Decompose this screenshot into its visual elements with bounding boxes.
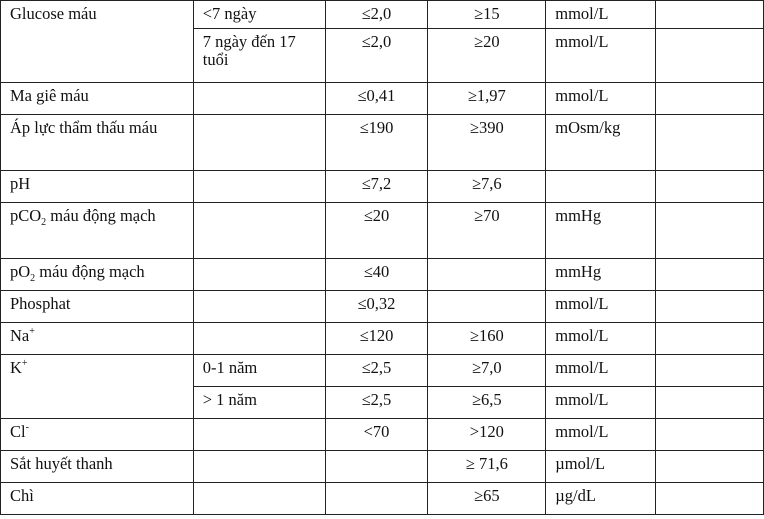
extra-cell <box>656 419 764 451</box>
high-threshold-cell: >120 <box>428 419 546 451</box>
age-cell <box>193 291 325 323</box>
unit-cell: mmHg <box>546 203 656 259</box>
unit-cell <box>546 171 656 203</box>
low-threshold-cell: ≤2,0 <box>325 29 428 83</box>
extra-cell <box>656 29 764 83</box>
test-name-main: Cl <box>10 422 26 441</box>
age-cell <box>193 115 325 171</box>
age-cell <box>193 203 325 259</box>
extra-cell <box>656 171 764 203</box>
table-row <box>1 83 764 115</box>
low-threshold-cell: ≤0,41 <box>325 83 428 115</box>
test-name-rest: máu động mạch <box>35 262 145 281</box>
low-threshold-cell: ≤120 <box>325 323 428 355</box>
unit-cell: mmol/L <box>546 291 656 323</box>
test-name-main: pO <box>10 262 31 281</box>
age-cell <box>193 259 325 291</box>
table-row <box>1 115 764 171</box>
high-threshold-cell: ≥7,0 <box>428 355 546 387</box>
unit-cell: mmol/L <box>546 323 656 355</box>
high-threshold-cell: ≥65 <box>428 483 546 515</box>
unit-cell: mmHg <box>546 259 656 291</box>
age-cell <box>193 83 325 115</box>
high-threshold-cell: ≥15 <box>428 1 546 29</box>
unit-cell: mmol/L <box>546 419 656 451</box>
test-name-main: K <box>10 358 22 377</box>
unit-cell: µg/dL <box>546 483 656 515</box>
test-name-superscript: - <box>25 422 29 433</box>
extra-cell <box>656 323 764 355</box>
extra-cell <box>656 1 764 29</box>
table-row <box>1 291 764 323</box>
high-threshold-cell: ≥70 <box>428 203 546 259</box>
unit-cell: mmol/L <box>546 1 656 29</box>
high-threshold-cell: ≥390 <box>428 115 546 171</box>
age-cell <box>193 419 325 451</box>
unit-cell: mmol/L <box>546 83 656 115</box>
age-cell: <7 ngày <box>193 1 325 29</box>
high-threshold-cell: ≥1,97 <box>428 83 546 115</box>
table-row <box>1 419 764 451</box>
extra-cell <box>656 355 764 387</box>
low-threshold-cell: ≤2,5 <box>325 387 428 419</box>
test-name-subscript: 2 <box>30 273 36 284</box>
age-cell <box>193 171 325 203</box>
age-cell: 0-1 năm <box>193 355 325 387</box>
low-threshold-cell: ≤0,32 <box>325 291 428 323</box>
test-name-cell <box>1 323 194 355</box>
high-threshold-cell: ≥ 71,6 <box>428 451 546 483</box>
high-threshold-cell: ≥7,6 <box>428 171 546 203</box>
table-row <box>1 355 764 387</box>
table-row <box>1 203 764 259</box>
extra-cell <box>656 203 764 259</box>
extra-cell <box>656 483 764 515</box>
test-name-cell <box>1 203 194 259</box>
test-name-cell: Ma giê máu <box>1 83 194 115</box>
table-row <box>1 1 764 29</box>
low-threshold-cell: <70 <box>325 419 428 451</box>
table-row <box>1 483 764 515</box>
table-row <box>1 259 764 291</box>
test-name-cell: Sắt huyết thanh <box>1 451 194 483</box>
table-row <box>1 451 764 483</box>
unit-cell: mmol/L <box>546 355 656 387</box>
low-threshold-cell: ≤20 <box>325 203 428 259</box>
test-name-cell: Glucose máu <box>1 1 194 83</box>
test-name-cell: Phosphat <box>1 291 194 323</box>
extra-cell <box>656 115 764 171</box>
high-threshold-cell <box>428 291 546 323</box>
test-name-superscript: + <box>29 326 35 337</box>
age-cell: 7 ngày đến 17 tuổi <box>193 29 325 83</box>
test-name-subscript: 2 <box>41 217 47 228</box>
test-name-rest: máu động mạch <box>46 206 156 225</box>
test-name-cell <box>1 259 194 291</box>
extra-cell <box>656 451 764 483</box>
low-threshold-cell: ≤190 <box>325 115 428 171</box>
age-cell <box>193 483 325 515</box>
unit-cell: mOsm/kg <box>546 115 656 171</box>
age-cell <box>193 323 325 355</box>
table-row <box>1 323 764 355</box>
test-name-cell: Chì <box>1 483 194 515</box>
age-cell: > 1 năm <box>193 387 325 419</box>
age-cell <box>193 451 325 483</box>
high-threshold-cell: ≥20 <box>428 29 546 83</box>
unit-cell: µmol/L <box>546 451 656 483</box>
low-threshold-cell <box>325 451 428 483</box>
test-name-cell: Áp lực thẩm thấu máu <box>1 115 194 171</box>
high-threshold-cell: ≥6,5 <box>428 387 546 419</box>
high-threshold-cell <box>428 259 546 291</box>
test-name-main: pCO <box>10 206 42 225</box>
high-threshold-cell: ≥160 <box>428 323 546 355</box>
extra-cell <box>656 387 764 419</box>
low-threshold-cell: ≤7,2 <box>325 171 428 203</box>
test-name-cell <box>1 419 194 451</box>
unit-cell: mmol/L <box>546 29 656 83</box>
extra-cell <box>656 83 764 115</box>
table-row <box>1 171 764 203</box>
extra-cell <box>656 291 764 323</box>
extra-cell <box>656 259 764 291</box>
low-threshold-cell <box>325 483 428 515</box>
test-name-main: Na <box>10 326 30 345</box>
unit-cell: mmol/L <box>546 387 656 419</box>
test-name-cell: pH <box>1 171 194 203</box>
low-threshold-cell: ≤2,5 <box>325 355 428 387</box>
test-name-superscript: + <box>21 358 28 369</box>
low-threshold-cell: ≤40 <box>325 259 428 291</box>
test-name-cell <box>1 355 194 419</box>
low-threshold-cell: ≤2,0 <box>325 1 428 29</box>
